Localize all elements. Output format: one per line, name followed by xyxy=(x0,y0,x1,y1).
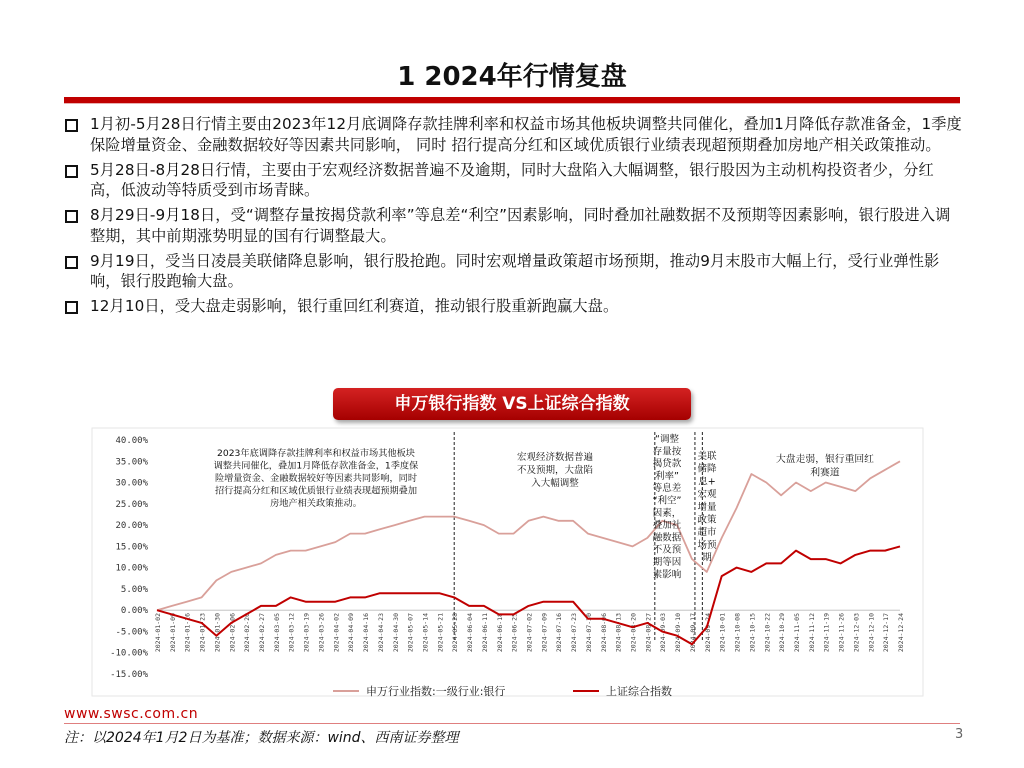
annotation-text: 宏观 xyxy=(697,489,717,501)
annotation-text: 存量按 xyxy=(652,446,682,458)
x-tick-label: 2024-06-18 xyxy=(495,613,504,653)
x-tick-label: 2024-07-30 xyxy=(584,613,593,653)
bullet-item: 8月29日-9月18日，受“调整存量按揭贷款利率”等息差“利空”因素影响，同时叠加社融数据不及预期等因素影响，银行股进入调整期，其中前期涨势明显的国有行调整最大。 xyxy=(64,205,964,246)
annotation-text: 储降 xyxy=(697,463,717,475)
x-tick-label: 2024-04-16 xyxy=(362,613,371,653)
x-tick-label: 2024-09-10 xyxy=(674,613,683,653)
x-tick-label: 2024-12-10 xyxy=(867,613,876,653)
page-title: 1 2024年行情复盘 xyxy=(397,62,627,92)
x-tick-label: 2024-01-02 xyxy=(154,613,162,653)
x-tick-label: 2024-07-23 xyxy=(570,613,579,653)
annotation-text: 房地产相关政策推动。 xyxy=(270,498,362,509)
x-tick-label: 2024-05-07 xyxy=(406,613,415,653)
x-tick-label: 2024-03-05 xyxy=(272,613,281,653)
x-tick-label: 2024-09-03 xyxy=(659,613,668,653)
y-tick-label: -10.00% xyxy=(110,648,148,659)
x-tick-label: 2024-10-22 xyxy=(763,613,772,653)
annotation-text: 叠加社 xyxy=(652,520,682,532)
y-tick-label: -15.00% xyxy=(110,670,148,680)
x-tick-label: 2024-03-19 xyxy=(302,613,311,653)
source-note: 注：以2024年1月2日为基准；数据来源：wind、西南证券整理 xyxy=(64,730,459,746)
annotation-text: 入大幅调整 xyxy=(531,478,579,489)
annotation-text: 政策 xyxy=(697,514,717,526)
annotation-text: 超市 xyxy=(697,527,717,539)
annotation-text: 利率” xyxy=(655,470,679,482)
annotation-text: 险增量资金、金融数据较好等因素共同影响，同时 xyxy=(214,473,418,484)
x-tick-label: 2024-11-05 xyxy=(792,613,801,653)
y-tick-label: 20.00% xyxy=(115,521,148,532)
x-tick-label: 2024-10-01 xyxy=(718,613,727,653)
bullet-item: 5月28日-8月28日行情，主要由于宏观经济数据普遍不及逾期，同时大盘陷入大幅调整，银行股因为主动机构投资者少，分红高，低波动等特质受到市场青睐。 xyxy=(64,160,964,201)
y-tick-label: 25.00% xyxy=(115,499,148,510)
x-tick-label: 2024-10-15 xyxy=(748,613,757,653)
annotation-text: 美联 xyxy=(697,451,717,462)
annotation-text: 2023年底调降存款挂牌利率和权益市场其他板块 xyxy=(217,448,415,459)
footer-divider xyxy=(64,723,960,724)
website-logo-text[interactable]: www.swsc.com.cn xyxy=(64,706,199,722)
x-tick-label: 2024-04-02 xyxy=(332,613,341,653)
x-tick-label: 2024-08-20 xyxy=(629,613,638,653)
x-tick-label: 2024-12-03 xyxy=(852,613,861,653)
page-number: 3 xyxy=(955,727,964,742)
y-tick-label: 10.00% xyxy=(115,563,148,574)
annotation-text: 不及预期，大盘陷 xyxy=(516,465,594,476)
x-tick-label: 2024-12-17 xyxy=(882,613,891,653)
x-tick-label: 2024-03-12 xyxy=(287,613,296,653)
x-tick-label: 2024-08-13 xyxy=(614,613,623,653)
x-tick-label: 2024-04-23 xyxy=(376,613,385,653)
annotation-text: “调整 xyxy=(655,434,679,445)
annotation-text: 调整共同催化，叠加1月降低存款准备金，1季度保 xyxy=(213,460,419,472)
annotation-text: 利赛道 xyxy=(810,467,840,479)
bullet-item: 1月初-5月28日行情主要由2023年12月底调降存款挂牌利率和权益市场其他板块调整共同催化，叠加1月降低存款准备金，1季度保险增量资金、金融数据较好等因素共同影响， 同时 招行提高分红和区域优质银行业绩表现超预期叠加房地产相关政策推动。 xyxy=(64,114,964,155)
annotation-text: 场预 xyxy=(697,539,717,551)
annotation-text: 招行提高分红和区域优质银行业绩表现超预期叠加 xyxy=(214,485,418,497)
annotation-text: 因素， xyxy=(652,507,682,519)
x-tick-label: 2024-04-30 xyxy=(391,613,400,653)
x-tick-label: 2024-08-27 xyxy=(644,613,653,653)
annotation-text: 揭贷款 xyxy=(652,458,682,470)
x-tick-label: 2024-08-06 xyxy=(599,613,608,653)
y-tick-label: 40.00% xyxy=(115,436,148,446)
annotation-text: 期等因 xyxy=(652,557,682,568)
x-tick-label: 2024-03-26 xyxy=(317,613,326,653)
x-tick-label: 2024-05-14 xyxy=(421,613,430,653)
x-tick-label: 2024-09-17 xyxy=(688,613,697,653)
y-tick-label: -5.00% xyxy=(115,627,148,638)
annotation-text: 息+ xyxy=(698,476,716,488)
x-tick-label: 2024-01-09 xyxy=(168,613,177,653)
y-tick-label: 35.00% xyxy=(115,457,148,468)
annotation-text: 大盘走弱，银行重回红 xyxy=(776,454,874,465)
annotation-text: 素影响 xyxy=(652,569,682,581)
x-tick-label: 2024-04-09 xyxy=(347,613,356,653)
annotation-text: 增量 xyxy=(697,501,717,513)
x-tick-label: 2024-06-04 xyxy=(466,613,475,653)
x-tick-label: 2024-07-09 xyxy=(540,613,549,653)
annotation-text: “利空” xyxy=(652,495,682,507)
y-tick-label: 0.00% xyxy=(120,606,148,617)
x-tick-label: 2024-11-26 xyxy=(837,613,846,653)
annotation-text: 融数据 xyxy=(652,532,682,544)
y-tick-label: 5.00% xyxy=(120,584,148,595)
x-tick-label: 2024-05-21 xyxy=(436,613,445,653)
x-tick-label: 2024-05-28 xyxy=(451,613,460,653)
bullet-item: 12月10日，受大盘走弱影响，银行重回红利赛道，推动银行股重新跑赢大盘。 xyxy=(64,296,964,317)
annotation-text: 宏观经济数据普遍 xyxy=(516,452,594,463)
annotation-text: 等息差 xyxy=(652,483,682,495)
annotation-text: 期 xyxy=(702,552,712,564)
x-tick-label: 2024-11-12 xyxy=(807,613,816,653)
y-tick-label: 15.00% xyxy=(115,542,148,553)
x-tick-label: 2024-10-08 xyxy=(733,613,742,653)
x-tick-label: 2024-02-20 xyxy=(243,613,252,653)
x-tick-label: 2024-02-06 xyxy=(228,613,237,653)
x-tick-label: 2024-09-24 xyxy=(703,613,712,653)
annotation-text: 不及预 xyxy=(652,544,682,556)
legend-label: 上证综合指数 xyxy=(606,685,672,698)
x-tick-label: 2024-02-27 xyxy=(258,613,267,653)
y-tick-label: 30.00% xyxy=(115,478,148,489)
x-tick-label: 2024-07-16 xyxy=(555,613,564,653)
chart-title-banner: 申万银行指数 VS上证综合指数 xyxy=(333,388,691,420)
x-tick-label: 2024-01-16 xyxy=(183,613,192,653)
x-tick-label: 2024-01-30 xyxy=(213,613,222,653)
bullet-item: 9月19日，受当日凌晨美联储降息影响，银行股抢跑。同时宏观增量政策超市场预期，推动9月末股市大幅上行，受行业弹性影响，银行股跑输大盘。 xyxy=(64,251,964,292)
x-tick-label: 2024-07-02 xyxy=(525,613,534,653)
x-tick-label: 2024-06-25 xyxy=(510,613,519,653)
x-tick-label: 2024-11-19 xyxy=(822,613,831,653)
x-tick-label: 2024-06-11 xyxy=(480,613,489,653)
x-tick-label: 2024-12-24 xyxy=(897,613,905,653)
legend-label: 申万行业指数:一级行业:银行 xyxy=(366,685,506,698)
x-tick-label: 2024-01-23 xyxy=(198,613,207,653)
x-tick-label: 2024-10-29 xyxy=(778,613,787,653)
